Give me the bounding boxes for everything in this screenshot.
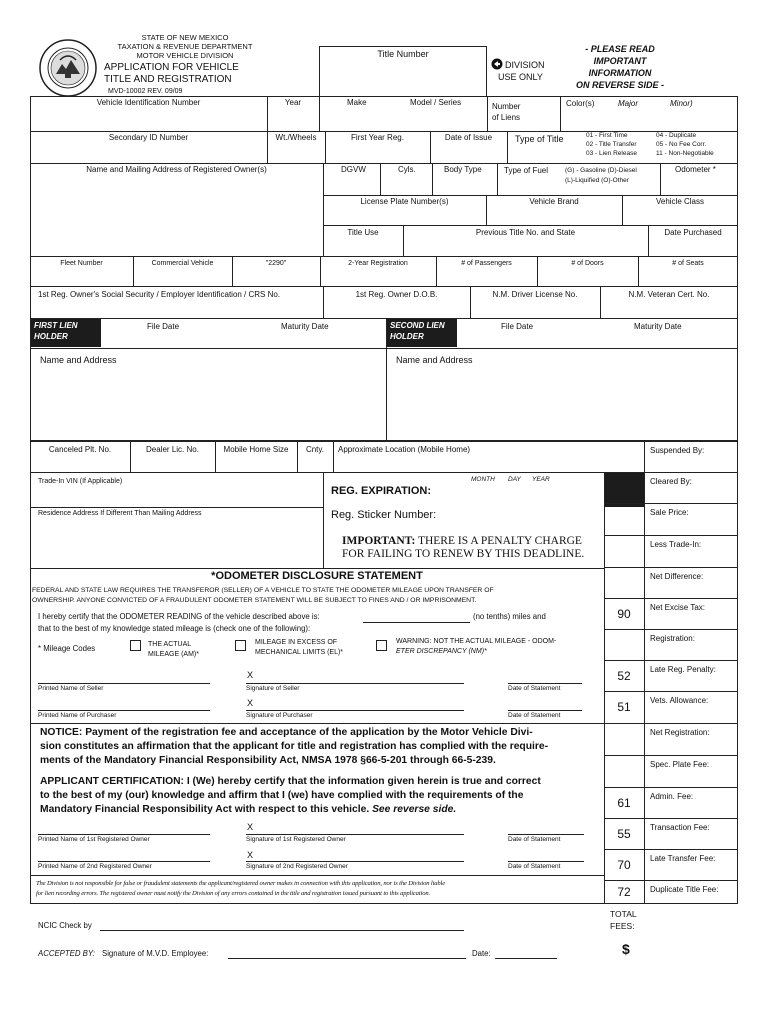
mobile-location-label: Approximate Location (Mobile Home) [338, 445, 471, 454]
excess-mileage-checkbox[interactable] [235, 640, 246, 651]
ncic-check-label: NCIC Check by [38, 921, 92, 930]
passengers-label: # of Passengers [461, 260, 512, 267]
header-department: TAXATION & REVENUE DEPARTMENT [117, 42, 253, 51]
owner1-name-label: Printed Name of 1st Registered Owner [38, 836, 150, 843]
cyls-label: Cyls. [398, 165, 416, 174]
veteran-cert-label: N.M. Veteran Cert. No. [628, 290, 710, 299]
fee-label: Net Difference: [650, 572, 704, 581]
dgvw-label: DGVW [341, 165, 366, 174]
driver-license-label: N.M. Driver License No. [492, 290, 578, 299]
footer-date-input[interactable] [495, 958, 557, 959]
tradein-vin-label: Trade-In VIN (If Applicable) [38, 478, 123, 485]
total-fees-input[interactable] [634, 940, 734, 958]
fee-label: Suspended By: [650, 446, 705, 455]
fee-label: Vets. Allowance: [650, 696, 709, 705]
fee-code: 70 [617, 857, 631, 872]
first-lien-label-2: HOLDER [34, 332, 68, 341]
license-plate-label: License Plate Number(s) [360, 197, 449, 206]
exp-day-label: DAY [508, 476, 521, 483]
second-lien-label-2: HOLDER [390, 332, 424, 341]
fee-label: Registration: [650, 634, 695, 643]
fee-amount-input[interactable] [646, 488, 736, 501]
fee-code: 52 [617, 668, 631, 683]
seller-x-mark: X [247, 670, 254, 680]
fee-code: 51 [617, 700, 631, 714]
owner2-date-input[interactable] [508, 861, 584, 862]
not-actual-mileage-label-2: ETER DISCREPANCY (NM)* [396, 648, 487, 655]
fee-amount-input[interactable] [646, 739, 736, 753]
seller-name-label: Printed Name of Seller [38, 685, 104, 692]
type-of-title-label: Type of Title [515, 134, 564, 144]
title-use-label: Title Use [347, 228, 379, 237]
second-lien-maturity-label: Maturity Date [634, 322, 682, 331]
actual-mileage-label-1: THE ACTUAL [148, 641, 192, 648]
odometer-law-1: FEDERAL AND STATE LAW REQUIRES THE TRANSFEROR (SELLER) OF A VEHICLE TO STATE THE ODOMETER MILEAGE UPON TRANSFER OF [32, 587, 494, 594]
owner2-x-mark: X [247, 850, 254, 860]
wt-wheels-label: Wt./Wheels [275, 133, 317, 142]
total-fees-dollar: $ [622, 941, 630, 957]
fee-label: Late Transfer Fee: [650, 854, 716, 863]
purchaser-x-mark: X [247, 698, 254, 708]
please-read-line3: INFORMATION [588, 68, 652, 78]
fee-amount-input[interactable] [646, 771, 736, 785]
fee-amount-input[interactable] [646, 583, 736, 596]
please-read-line4: ON REVERSE SIDE - [575, 80, 665, 90]
ncic-check-input[interactable] [100, 930, 464, 931]
fee-amount-input[interactable] [646, 896, 736, 904]
owner2-name-label: Printed Name of 2nd Registered Owner [38, 863, 152, 870]
exp-month-label: MONTH [471, 476, 495, 483]
cert-line3 [40, 803, 456, 817]
purchaser-signature-input[interactable] [246, 710, 464, 711]
purchaser-name-label: Printed Name of Purchaser [38, 712, 117, 719]
purchaser-signature-label: Signature of Purchaser [246, 712, 313, 719]
form-title-line2: TITLE AND REGISTRATION [104, 74, 232, 85]
owner1-name-input[interactable] [38, 834, 210, 835]
fee-label: Sale Price: [650, 508, 689, 517]
first-lien-label-1: FIRST LIEN [34, 321, 78, 330]
notice-line3: ments of the Mandatory Financial Responsibility Act, NMSA 1978 §66-5-201 through 66-5-239. [40, 755, 496, 766]
odometer-law-2: OWNERSHIP. ANYONE CONVICTED OF A FRAUDULENT ODOMETER STATEMENT WILL BE SUBJECT TO FINES AND / OR IMPRISONMENT. [32, 597, 477, 604]
actual-mileage-label-2: MILEAGE (AM)* [148, 651, 199, 658]
county-label: Cnty. [305, 445, 325, 454]
purchaser-name-input[interactable] [38, 710, 210, 711]
commercial-vehicle-label: Commercial Vehicle [151, 260, 214, 267]
accepted-by-label: ACCEPTED BY: [38, 949, 95, 958]
model-input[interactable] [400, 110, 486, 130]
first-lien-name-address-label: Name and Address [40, 355, 117, 365]
fee-code-black-box [605, 473, 644, 507]
fee-label: Less Trade-In: [650, 540, 702, 549]
penalty-warning-line1 [342, 536, 582, 548]
fee-label: Transaction Fee: [650, 823, 710, 832]
fee-amount-input[interactable] [646, 803, 736, 816]
first-lien-maturity-label: Maturity Date [281, 322, 329, 331]
liens-count-label-2: of Liens [492, 113, 521, 122]
fleet-number-label: Fleet Number [60, 260, 103, 267]
fee-amount-input[interactable] [646, 457, 736, 470]
mileage-codes-label: * Mileage Codes [38, 644, 96, 653]
canceled-plate-label: Canceled Plt. No. [48, 445, 112, 454]
color-minor-label: Minor) [670, 99, 693, 108]
fee-label: Net Registration: [650, 728, 710, 737]
title-type-03: 03 - Lien Release [586, 150, 637, 157]
title-type-05: 05 - No Fee Corr. [656, 141, 707, 148]
form-number: MVD-10002 REV. 09/09 [108, 88, 183, 95]
odometer-reading-input[interactable] [363, 622, 470, 623]
header-division: MOTOR VEHICLE DIVISION [136, 51, 234, 60]
owner2-date-label: Date of Statement [508, 863, 561, 870]
year-label: Year [284, 98, 302, 107]
fee-amount-input[interactable] [646, 707, 736, 721]
purchaser-date-input[interactable] [508, 710, 582, 711]
owner1-x-mark: X [247, 822, 254, 832]
fee-code: 90 [617, 606, 631, 621]
color-major-label: Major [618, 99, 639, 108]
fuel-type-label: Type of Fuel [504, 166, 549, 175]
purchaser-date-label: Date of Statement [508, 712, 561, 719]
liens-count-label-1: Number [492, 102, 521, 111]
owner1-date-label: Date of Statement [508, 836, 561, 843]
vin-label: Vehicle Identification Number [96, 98, 201, 107]
disclaimer-line1: The Division is not responsible for false or fraudulent statements the applicant/registered owner makes in connection with this application, nor is the Division liable [36, 880, 446, 887]
date-of-issue-label: Date of Issue [444, 133, 493, 142]
fee-label: Admin. Fee: [650, 792, 694, 801]
please-read-line1: - PLEASE READ [585, 44, 655, 54]
fee-amount-input[interactable] [646, 645, 736, 658]
fee-label: Net Excise Tax: [650, 603, 705, 612]
not-actual-mileage-label-1: WARNING: NOT THE ACTUAL MILEAGE - ODOM- [396, 638, 557, 645]
fee-code: 61 [617, 795, 631, 810]
fee-amount-input[interactable] [646, 676, 736, 689]
date-purchased-label: Date Purchased [664, 228, 722, 237]
owner-dob-label: 1st Reg. Owner D.O.B. [355, 290, 438, 299]
penalty-text-1: THERE IS A PENALTY CHARGE [415, 535, 582, 547]
model-label: Model / Series [410, 98, 462, 107]
header-state: STATE OF NEW MEXICO [141, 33, 229, 42]
seller-signature-input[interactable] [246, 683, 464, 684]
important-label: IMPORTANT: [342, 535, 416, 547]
fee-label: Spec. Plate Fee: [650, 760, 710, 769]
year-input[interactable] [268, 110, 318, 130]
fuel-codes-1: (G) - Gasoline (D)-Diesel [565, 167, 637, 174]
division-use-line1: DIVISION [505, 60, 545, 70]
first-lien-name-address-input[interactable] [32, 370, 384, 438]
see-reverse-text: See reverse side. [369, 804, 457, 815]
total-fees-label-2: FEES: [610, 921, 635, 931]
total-fees-label-1: TOTAL [610, 909, 637, 919]
fee-label: Late Reg. Penalty: [650, 665, 716, 674]
reg-expiration-input[interactable] [440, 484, 600, 500]
cert-line1: APPLICANT CERTIFICATION: I (We) hereby certify that the information given herein is true and correct [40, 776, 541, 787]
cert-line2: to the best of my (our) knowledge and affirm that I (we) have complied with the requirements of the [40, 790, 524, 801]
seller-name-input[interactable] [38, 683, 210, 684]
fuel-codes-2: (L)-Liquified (O)-Other [565, 177, 629, 184]
vehicle-class-label: Vehicle Class [655, 197, 705, 206]
sticker-number-label: Reg. Sticker Number: [331, 509, 437, 521]
second-lien-file-date-label: File Date [501, 322, 534, 331]
title-type-01: 01 - First Time [586, 132, 628, 139]
make-label: Make [347, 98, 367, 107]
seats-label: # of Seats [672, 260, 704, 267]
mobile-home-size-label: Mobile Home Size [223, 445, 289, 454]
please-read-line2: IMPORTANT [593, 56, 647, 66]
not-actual-mileage-checkbox[interactable] [376, 640, 387, 651]
odometer-heading: *ODOMETER DISCLOSURE STATEMENT [211, 570, 423, 582]
ssn-label: 1st Reg. Owner's Social Security / Employer Identification / CRS No. [38, 290, 281, 299]
mvd-signature-label: Signature of M.V.D. Employee: [102, 949, 209, 958]
cert-line3-text: Mandatory Financial Responsibility Act with respect to this vehicle. [40, 804, 370, 815]
fee-amount-input[interactable] [646, 551, 736, 565]
owner2-signature-label: Signature of 2nd Registered Owner [246, 863, 348, 870]
fee-label: Cleared By: [650, 477, 692, 486]
tradein-vin-input[interactable] [32, 488, 321, 506]
seller-date-label: Date of Statement [508, 685, 561, 692]
title-number-label: Title Number [377, 49, 429, 59]
owner1-signature-label: Signature of 1st Registered Owner [246, 836, 346, 843]
fee-code: 72 [617, 885, 631, 899]
fee-amount-input[interactable] [646, 614, 736, 627]
fee-code: 55 [617, 826, 631, 841]
owner1-date-input[interactable] [508, 834, 584, 835]
excess-mileage-label-1: MILEAGE IN EXCESS OF [255, 639, 338, 646]
division-use-line2: USE ONLY [498, 72, 543, 82]
second-lien-name-address-input[interactable] [388, 370, 736, 438]
state-seal-logo [38, 38, 98, 98]
seller-date-input[interactable] [508, 683, 582, 684]
reg-expiration-label: REG. EXPIRATION: [331, 485, 432, 497]
footer-date-label: Date: [472, 949, 491, 958]
colors-label: Color(s) [566, 99, 595, 108]
title-type-02: 02 - Title Transfer [586, 141, 637, 148]
residence-address-input[interactable] [32, 520, 321, 566]
odometer-certify-1: I hereby certify that the ODOMETER READING of the vehicle described above is: [38, 612, 320, 621]
owner2-signature-input[interactable] [246, 861, 464, 862]
mvd-signature-input[interactable] [228, 958, 466, 959]
form-2290-label: "2290" [265, 260, 287, 267]
odometer-certify-2: that to the best of my knowledge stated mileage is (check one of the following): [38, 624, 311, 633]
notice-line2: sion constitutes an affirmation that the applicant for title and registration has complied with the require- [40, 741, 549, 752]
fee-label: Duplicate Title Fee: [650, 885, 719, 894]
make-input[interactable] [320, 110, 400, 130]
title-type-11: 11 - Non-Negotiable [656, 150, 714, 157]
penalty-warning-line2: FOR FAILING TO RENEW BY THIS DEADLINE. [342, 548, 585, 560]
owner2-name-input[interactable] [38, 861, 210, 862]
fee-amount-input[interactable] [646, 834, 736, 847]
title-type-04: 04 - Duplicate [656, 132, 697, 139]
owner-name-address-input[interactable] [32, 178, 321, 254]
vin-input[interactable] [31, 110, 266, 130]
odometer-tenths: (no tenths) miles and [473, 612, 546, 621]
fee-amount-input[interactable] [646, 519, 736, 533]
body-type-label: Body Type [444, 165, 482, 174]
owner1-signature-input[interactable] [246, 834, 464, 835]
disclaimer-line2: for lien recording errors. The registered owner must notify the Division of any errors contained in the title and registration issued pursuant to this application. [36, 890, 430, 897]
first-lien-holder-tag [31, 319, 101, 347]
exp-year-label: YEAR [532, 476, 550, 483]
owner-name-address-label: Name and Mailing Address of Registered Owner(s) [86, 165, 267, 174]
second-lien-holder-tag [387, 319, 457, 347]
second-lien-label-1: SECOND LIEN [390, 321, 445, 330]
first-year-reg-label: First Year Reg. [351, 133, 404, 142]
seller-signature-label: Signature of Seller [246, 685, 300, 692]
previous-title-label: Previous Title No. and State [475, 228, 576, 237]
residence-address-label: Residence Address If Different Than Mailing Address [38, 510, 202, 517]
odometer-label: Odometer * [675, 165, 716, 174]
dealer-license-label: Dealer Lic. No. [146, 445, 199, 454]
notice-line1: NOTICE: Payment of the registration fee and acceptance of the application by the Motor Vehicle Divi- [40, 727, 533, 738]
second-lien-name-address-label: Name and Address [396, 355, 473, 365]
vehicle-brand-label: Vehicle Brand [529, 197, 579, 206]
division-arrow-icon [491, 58, 503, 70]
secondary-id-label: Secondary ID Number [108, 133, 189, 142]
two-year-reg-label: 2-Year Registration [348, 260, 408, 267]
form-title-line1: APPLICATION FOR VEHICLE [104, 62, 239, 73]
doors-label: # of Doors [571, 260, 604, 267]
actual-mileage-checkbox[interactable] [130, 640, 141, 651]
first-lien-file-date-label: File Date [147, 322, 180, 331]
sticker-number-input[interactable] [445, 508, 600, 524]
excess-mileage-label-2: MECHANICAL LIMITS (EL)* [255, 649, 344, 656]
fee-amount-input[interactable] [646, 865, 736, 878]
